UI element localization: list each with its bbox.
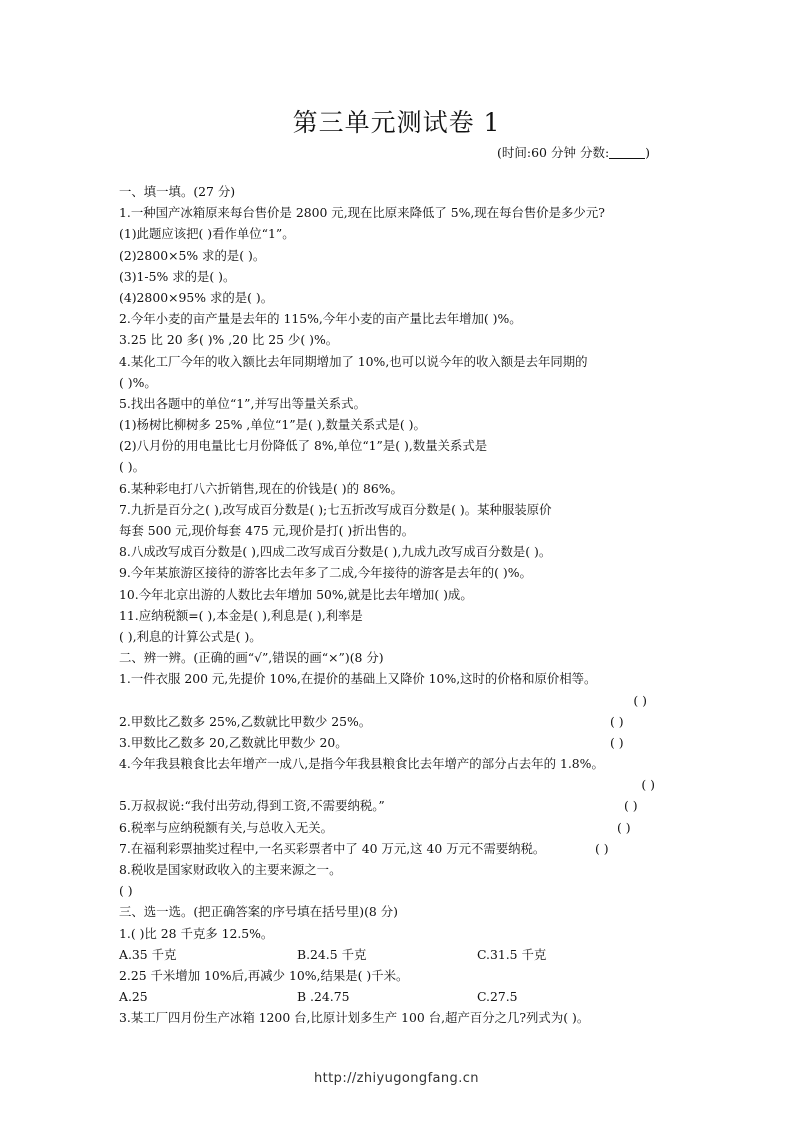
answer-bracket[interactable]: ( )	[633, 692, 647, 708]
judge-item	[119, 817, 679, 838]
question-line: (1)杨树比柳树多 25% ,单位“1”是( ),数量关系式是( )。	[119, 417, 426, 433]
question-line: ( ),利息的计算公式是( )。	[119, 628, 262, 644]
judge-item	[119, 795, 679, 816]
section-heading: 一、填一填。(27 分)	[119, 184, 236, 199]
judge-text: 3.甲数比乙数多 20,乙数就比甲数少 20。	[119, 734, 348, 750]
choice-question: 2.25 千米增加 10%后,再减少 10%,结果是( )千米。	[119, 967, 409, 983]
question-line: (4)2800×95% 求的是( )。	[119, 289, 274, 305]
judge-text: 4.今年我县粮食比去年增产一成八,是指今年我县粮食比去年增产的部分占去年的 1.8%。	[119, 756, 604, 772]
time-score-close: )	[645, 145, 651, 160]
choice-question: 3.某工厂四月份生产冰箱 1200 台,比原计划多生产 100 台,超产百分之几?列式为( )。	[119, 1010, 590, 1026]
question-line: (2)2800×5% 求的是( )。	[119, 247, 266, 263]
option-c[interactable]: C.27.5	[477, 989, 518, 1005]
question-line: ( )。	[119, 459, 145, 475]
question-line: (3)1-5% 求的是( )。	[119, 268, 236, 284]
choice-options	[119, 986, 679, 1007]
question-line: (1)此题应该把( )看作单位“1”。	[119, 226, 295, 242]
answer-bracket[interactable]: ( )	[119, 883, 133, 899]
footer-url: http://zhiyugongfang.cn	[314, 1071, 479, 1086]
judge-text: 7.在福利彩票抽奖过程中,一名买彩票者中了 40 万元,这 40 万元不需要纳税。	[119, 840, 546, 856]
question-line: 10.今年北京出游的人数比去年增加 50%,就是比去年增加( )成。	[119, 586, 473, 602]
question-line: 6.某种彩电打八六折销售,现在的价钱是( )的 86%。	[119, 480, 403, 496]
question-line: 2.今年小麦的亩产量是去年的 115%,今年小麦的亩产量比去年增加( )%。	[119, 311, 522, 327]
answer-bracket[interactable]: ( )	[624, 798, 638, 814]
choice-options	[119, 944, 679, 965]
question-line: 5.找出各题中的单位“1”,并写出等量关系式。	[119, 395, 366, 411]
page-title: 第三单元测试卷 1	[292, 108, 501, 137]
answer-bracket[interactable]: ( )	[610, 734, 624, 750]
score-blank[interactable]	[609, 146, 645, 159]
judge-item	[119, 838, 679, 859]
option-b[interactable]: B .24.75	[297, 989, 350, 1005]
exam-content	[119, 181, 679, 1029]
answer-bracket[interactable]: ( )	[595, 840, 609, 856]
question-line: 7.九折是百分之( ),改写成百分数是( );七五折改写成百分数是( )。某种服装原价	[119, 501, 552, 517]
option-a[interactable]: A.25	[119, 989, 148, 1005]
section-heading: 三、选一选。(把正确答案的序号填在括号里)(8 分)	[119, 904, 398, 920]
judge-text: 6.税率与应纳税额有关,与总收入无关。	[119, 819, 334, 835]
option-a[interactable]: A.35 千克	[119, 946, 177, 962]
time-score-label: (时间:60 分钟 分数:	[497, 145, 610, 160]
choice-question: 1.( )比 28 千克多 12.5%。	[119, 925, 274, 941]
question-line: 3.25 比 20 多( )% ,20 比 25 少( )%。	[119, 332, 339, 348]
section-heading: 二、辨一辨。(正确的画“√”,错误的画“×”)(8 分)	[119, 650, 384, 666]
judge-item	[119, 711, 679, 732]
question-line: 11.应纳税额=( ),本金是( ),利息是( ),利率是	[119, 607, 363, 623]
question-line: 1.一件衣服 200 元,先提价 10%,在提价的基础上又降价 10%,这时的价格和原价相等。	[119, 671, 597, 687]
time-score-line	[497, 143, 650, 161]
judge-text: 2.甲数比乙数多 25%,乙数就比甲数少 25%。	[119, 713, 372, 729]
question-line: ( )%。	[119, 374, 157, 390]
answer-bracket[interactable]: ( )	[617, 819, 631, 835]
option-c[interactable]: C.31.5 千克	[477, 946, 547, 962]
question-line: 8.八成改写成百分数是( ),四成二改写成百分数是( ),九成九改写成百分数是( )。	[119, 544, 552, 560]
option-b[interactable]: B.24.5 千克	[297, 946, 367, 962]
question-line: 1.一种国产冰箱原来每台售价是 2800 元,现在比原来降低了 5%,现在每台售价是多少元?	[119, 205, 605, 221]
judge-text: 8.税收是国家财政收入的主要来源之一。	[119, 862, 342, 877]
judge-text: 5.万叔叔说:“我付出劳动,得到工资,不需要纳税。”	[119, 798, 385, 814]
question-line: 9.今年某旅游区接待的游客比去年多了二成,今年接待的游客是去年的( )%。	[119, 565, 532, 581]
judge-item	[119, 732, 679, 753]
question-line: 每套 500 元,现价每套 475 元,现价是打( )折出售的。	[119, 523, 415, 538]
question-line: (2)八月份的用电量比七月份降低了 8%,单位“1”是( ),数量关系式是	[119, 438, 488, 454]
answer-bracket[interactable]: ( )	[641, 777, 655, 793]
answer-bracket[interactable]: ( )	[610, 713, 624, 729]
question-line: 4.某化工厂今年的收入额比去年同期增加了 10%,也可以说今年的收入额是去年同期的	[119, 353, 588, 369]
